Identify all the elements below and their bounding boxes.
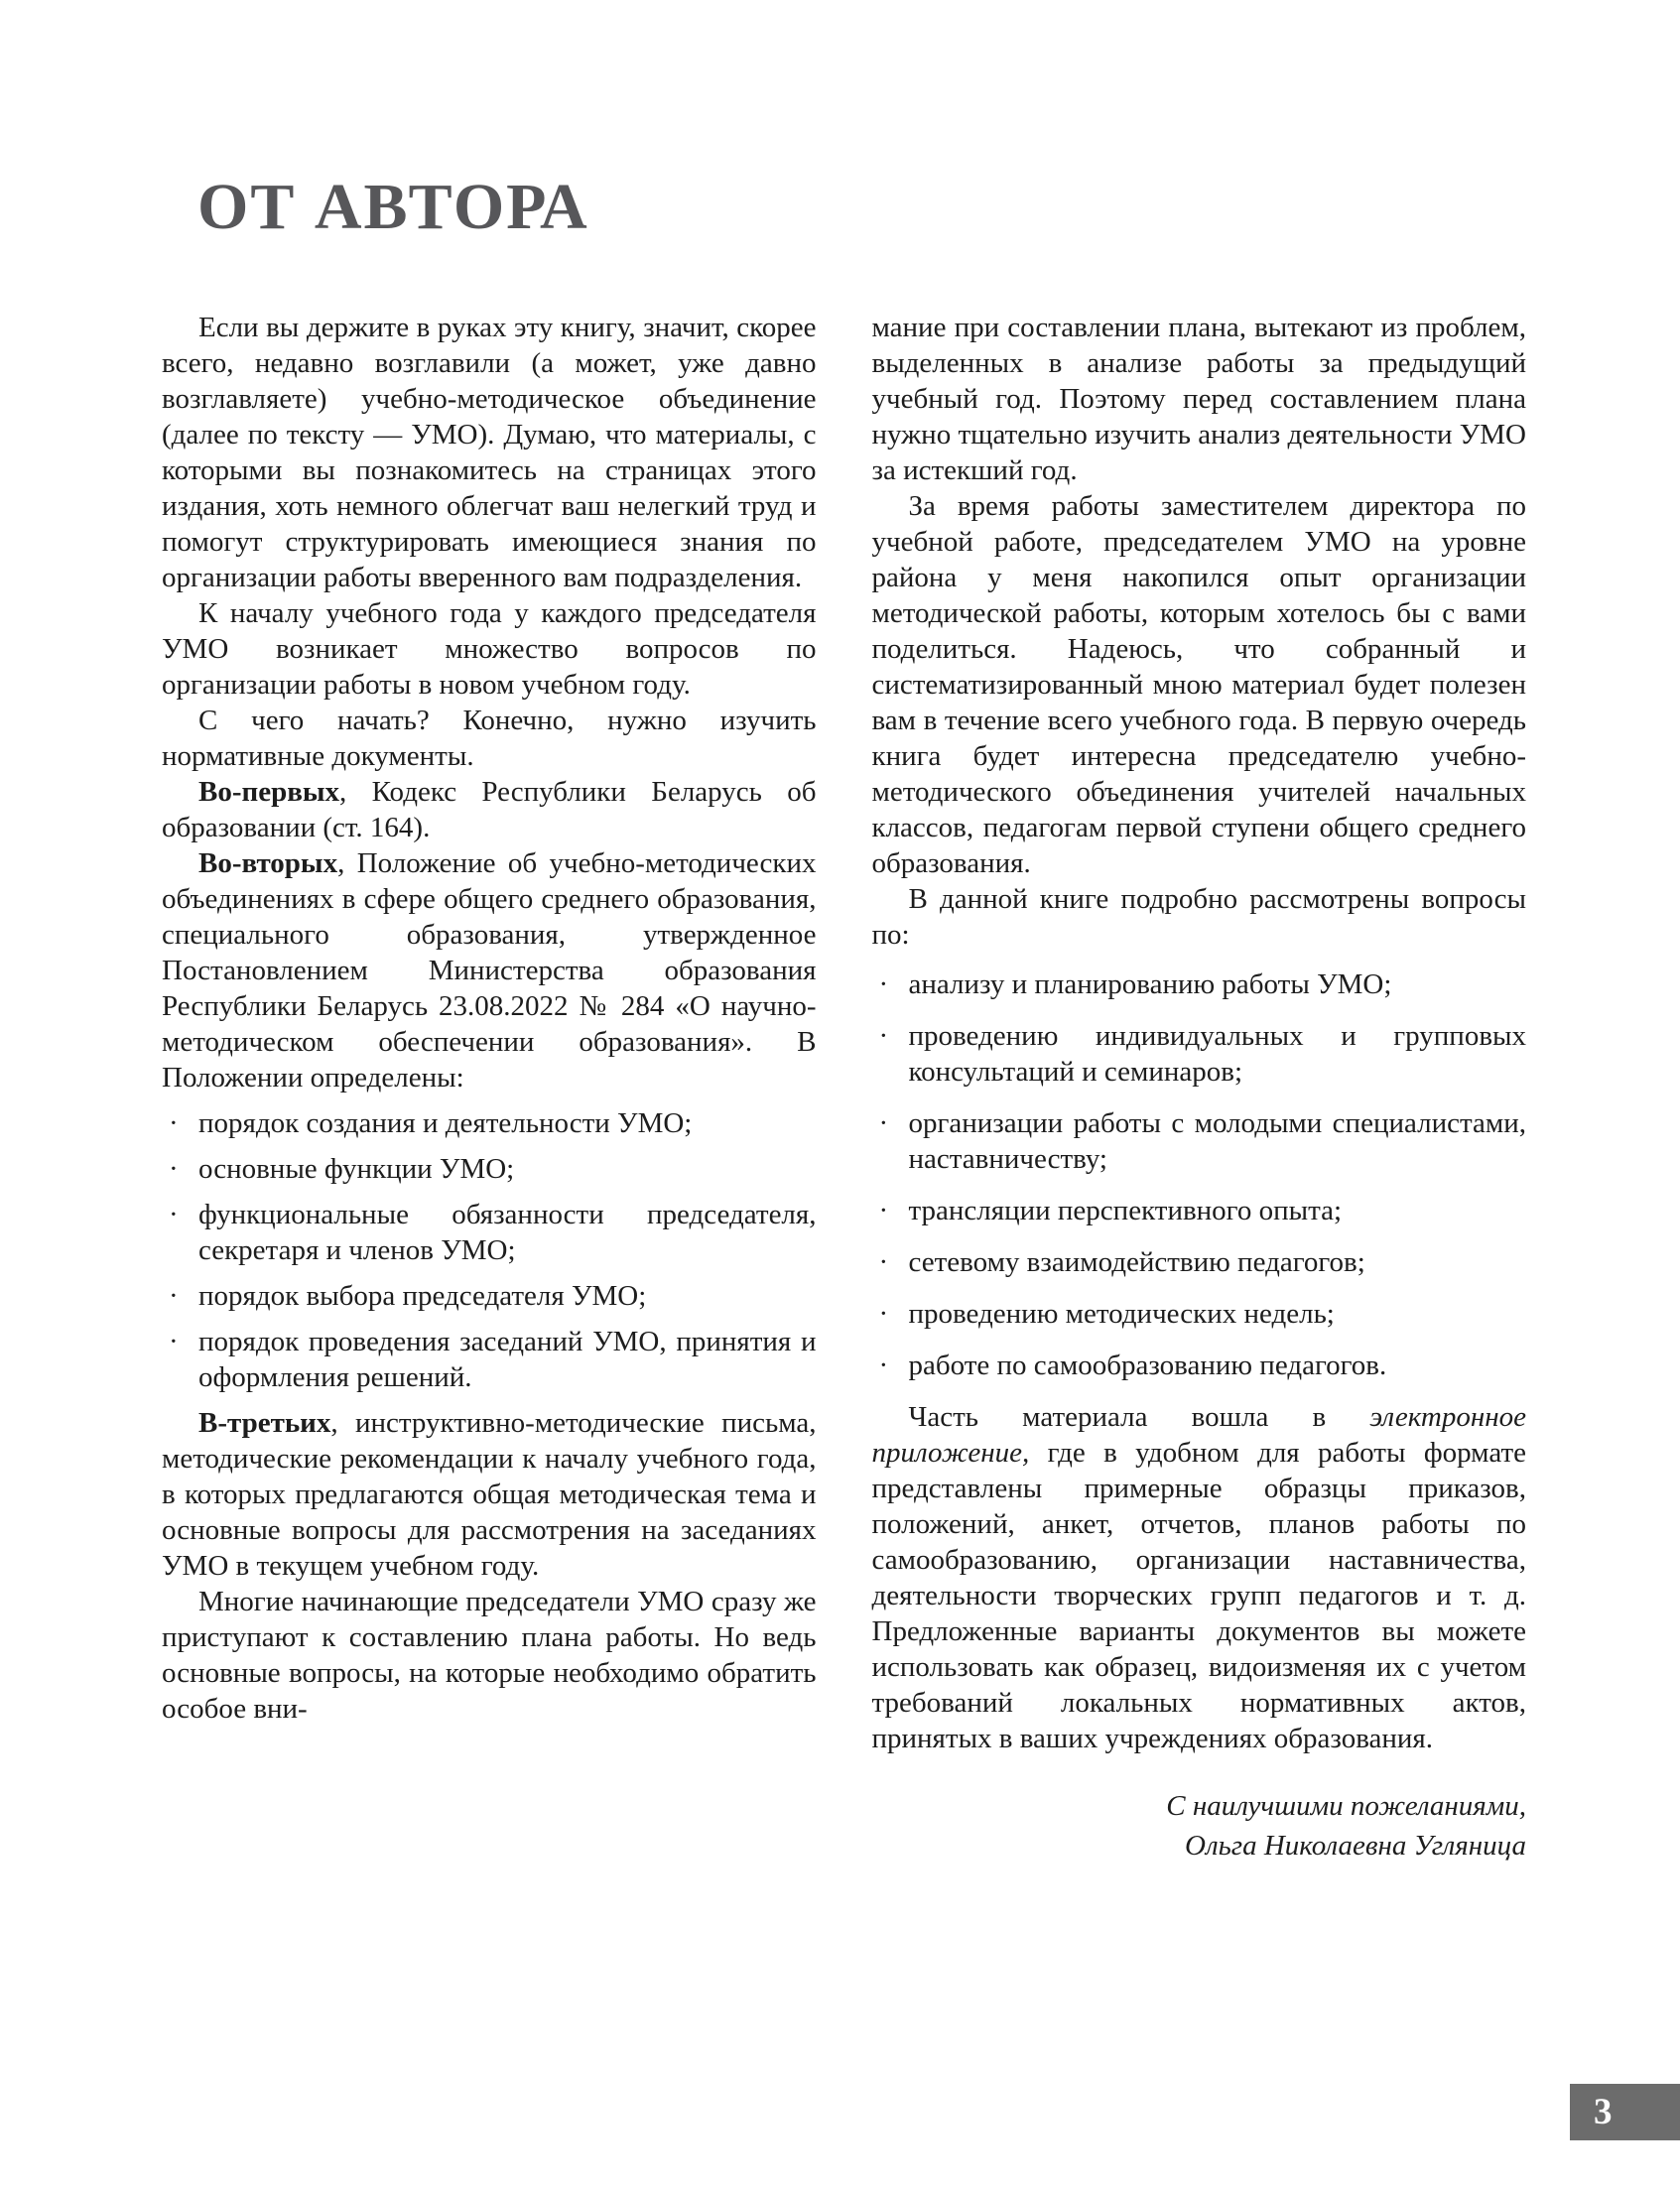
bullet-text: трансляции перспективного опыта;	[908, 1195, 1343, 1226]
bullet-item	[162, 1197, 817, 1268]
bullet-dot-icon: ·	[878, 1195, 889, 1226]
text-run: К началу учебного года у каждого председателя УМО возникает множество вопросов по организации работы в новом учебном году.	[162, 597, 817, 701]
bullet-item	[162, 1151, 817, 1187]
text-run: электронное приложение,	[871, 1401, 1526, 1469]
paragraph	[162, 703, 817, 774]
left-column-content	[162, 310, 817, 1727]
left-column	[162, 310, 817, 1866]
page-title: ОТ АВТОРА	[197, 171, 589, 243]
text-run: В-третьих	[198, 1407, 331, 1439]
bullet-item	[872, 1244, 1527, 1280]
text-run: За время работы заместителем директора по учебной работе, председателем УМО на уровне района у меня накопился опыт организации методической работы, которым хотелось бы с вами поделиться. Надеюсь, что собранный и систематизированный мною материал будет полезен вам в течение всего учебного года. В первую очередь книга будет интересна председателю учебно-методического объединения учителей начальных классов, педагогам первой ступени общего среднего образования.	[871, 490, 1526, 879]
bullet-dot-icon: ·	[878, 1298, 889, 1330]
bullet-item	[872, 1296, 1527, 1332]
bullet-item	[162, 1324, 817, 1395]
bullet-list	[872, 966, 1527, 1383]
text-run: , инструктивно-методические письма, методические рекомендации к началу учебного года, в которых предлагаются общая методическая тема и основные вопросы для рассмотрения на заседаниях УМО в текущем учебном году.	[162, 1407, 817, 1582]
bullet-item	[872, 1348, 1527, 1383]
paragraph	[872, 1399, 1527, 1756]
text-run: С чего начать? Конечно, нужно изучить нормативные документы.	[162, 705, 817, 772]
bullet-item	[872, 1105, 1527, 1177]
page-number: 3	[1594, 2091, 1613, 2132]
right-column-content	[872, 310, 1527, 1756]
signature-line-1: С наилучшими пожеланиями,	[1166, 1790, 1526, 1822]
bullet-text: проведению индивидуальных и групповых консультаций и семинаров;	[908, 1020, 1526, 1088]
paragraph	[162, 310, 817, 595]
text-run: Если вы держите в руках эту книгу, значит, скорее всего, недавно возглавили (а может, уже давно возглавляете) учебно-методическое объединение (далее по тексту — УМО). Думаю, что материалы, с которыми вы познакомитесь на страницах этого издания, хоть немного облегчат ваш нелегкий труд и помогут структурировать имеющиеся знания по организации работы вверенного вам подразделения.	[162, 312, 817, 593]
bullet-text: анализу и планированию работы УМО;	[908, 968, 1392, 1000]
paragraph	[162, 595, 817, 703]
bullet-item	[162, 1105, 817, 1141]
bullet-text: сетевому взаимодействию педагогов;	[908, 1246, 1365, 1278]
text-columns	[162, 310, 1526, 1866]
bullet-text: работе по самообразованию педагогов.	[908, 1350, 1387, 1381]
paragraph	[162, 1584, 817, 1727]
text-run: Многие начинающие председатели УМО сразу же приступают к составлению плана работы. Но ведь основные вопросы, на которые необходимо обратить особое вни-	[162, 1586, 817, 1725]
signature-block	[872, 1786, 1527, 1866]
bullet-dot-icon: ·	[878, 1107, 889, 1139]
bullet-item	[162, 1278, 817, 1314]
text-run: мание при составлении плана, вытекают из проблем, выделенных в анализе работы за предыдущий учебный год. Поэтому перед составлением плана нужно тщательно изучить анализ деятельности УМО за истекший год.	[871, 312, 1526, 486]
bullet-dot-icon: ·	[878, 1350, 889, 1381]
bullet-dot-icon: ·	[169, 1280, 179, 1312]
bullet-text: порядок выбора председателя УМО;	[198, 1280, 647, 1312]
bullet-item	[872, 1018, 1527, 1090]
paragraph	[872, 881, 1527, 953]
bullet-dot-icon: ·	[878, 1020, 889, 1052]
paragraph	[162, 845, 817, 1095]
bullet-text: основные функции УМО;	[198, 1153, 515, 1185]
bullet-text: функциональные обязанности председателя, секретаря и членов УМО;	[198, 1199, 817, 1266]
bullet-list	[162, 1105, 817, 1395]
text-run: , Кодекс Республики Беларусь об образовании (ст. 164).	[162, 776, 817, 843]
bullet-dot-icon: ·	[169, 1199, 179, 1230]
paragraph	[162, 1405, 817, 1584]
text-run: , Положение об учебно-методических объединениях в сфере общего среднего образования, специального образования, утвержденное Постановлением Министерства образования Республики Беларусь 23.08.2022 № 284 «О научно-методическом обеспечении образования». В Положении определены:	[162, 847, 817, 1094]
text-run: В данной книге подробно рассмотрены вопросы по:	[871, 883, 1526, 951]
text-run: Часть материала вошла в	[908, 1401, 1370, 1433]
bullet-text: организации работы с молодыми специалистами, наставничеству;	[908, 1107, 1526, 1175]
paragraph	[162, 774, 817, 845]
page-number-badge	[1570, 2084, 1680, 2140]
text-run: Во-вторых	[198, 847, 338, 879]
signature-line-2: Ольга Николаевна Угляница	[1185, 1830, 1526, 1862]
bullet-item	[872, 1193, 1527, 1228]
bullet-dot-icon: ·	[878, 1246, 889, 1278]
text-run: Во-первых	[198, 776, 340, 808]
paragraph	[872, 310, 1527, 488]
text-run: где в удобном для работы формате представлены примерные образцы приказов, положений, анкет, отчетов, планов работы по самообразованию, организации наставничества, деятельности творческих групп педагогов и т. д. Предложенные варианты документов вы можете использовать как образец, видоизменяя их с учетом требований локальных нормативных актов, принятых в ваших учреждениях образования.	[871, 1437, 1526, 1754]
paragraph	[872, 488, 1527, 881]
bullet-dot-icon: ·	[169, 1326, 179, 1357]
bullet-text: проведению методических недель;	[908, 1298, 1335, 1330]
bullet-dot-icon: ·	[878, 968, 889, 1000]
right-column	[872, 310, 1527, 1866]
bullet-dot-icon: ·	[169, 1107, 179, 1139]
bullet-dot-icon: ·	[169, 1153, 179, 1185]
bullet-text: порядок создания и деятельности УМО;	[198, 1107, 693, 1139]
bullet-item	[872, 966, 1527, 1002]
bullet-text: порядок проведения заседаний УМО, принятия и оформления решений.	[198, 1326, 817, 1393]
